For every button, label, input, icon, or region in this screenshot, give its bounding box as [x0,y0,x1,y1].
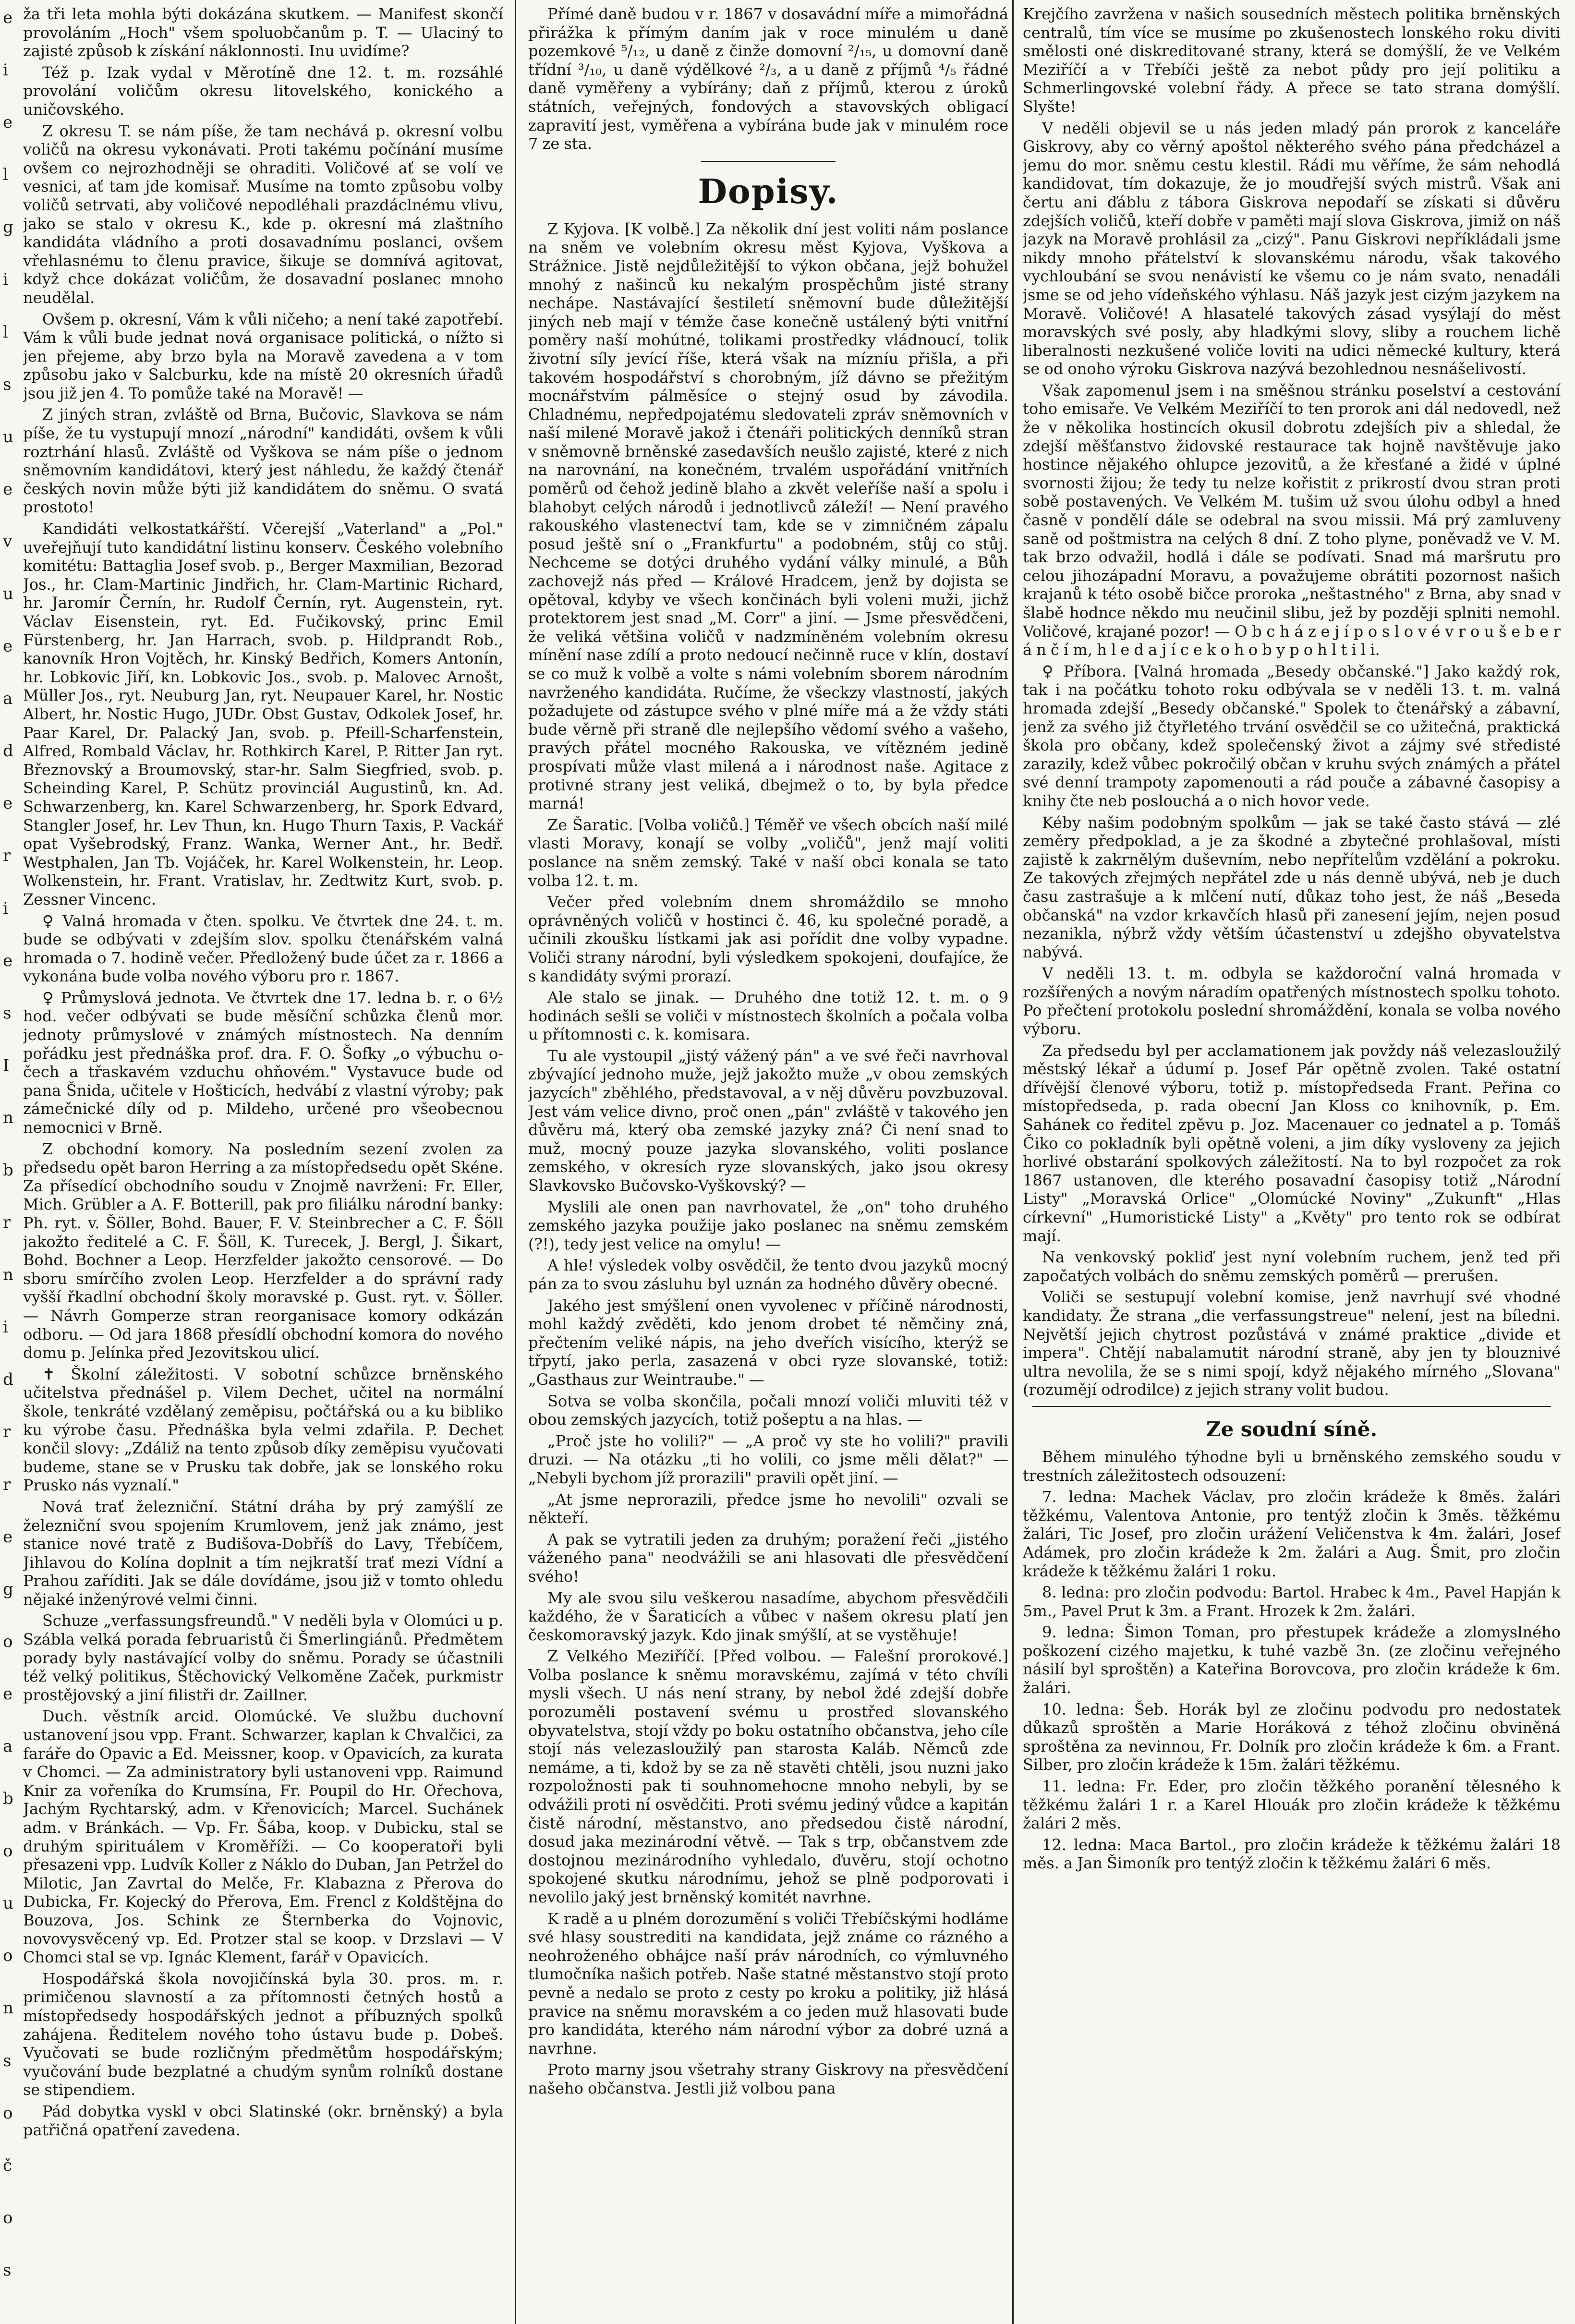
col2-p14: My ale svou silu veškerou nasadíme, abychom přesvědčili každého, že v Šaraticích a vůbec v našem okresu platí jen českomoravský jazyk. Kdo jinak smýšlí, at se vystěhuje! [528,1588,1008,1644]
col1-p13-hospodarska-skola: Hospodářská škola novojičínská byla 30. pros. m. r. primičenou slavností a za přítomnosti četných hostů a místopředsedy hospodářských jednot a příbuzných spolků zahájena. Ředitelem nového toho ústavu bude p. Dobeš. Vyučovati se bude rozličným předmětům hospodářským; vyučování bude bezplatné a chudým synům rolníků dostane se stipendiem. [23,1969,503,2099]
edge-char: r [3,1213,11,1233]
column-rule-1 [515,0,516,2324]
edge-char: n [3,1265,13,1285]
col1-p9-skolni: ✝ Školní záležitosti. V sobotní schůzce brněnského učitelstva přednášel p. Vilem Dechet, učitel na normální škole, tenkráté vzdělaný zeměpisu, počtářská ou a ku bibliko ku výrobe času. Přednáška byla velmi zdařila. P. Dechet končil slovy: „Zdáliž na tento způsob díky zeměpisu vyučovati budeme, stane se v Prusku tak dobře, jak se lonského roku Prusko nás vyznalí." [23,1365,503,1495]
edge-char: e [3,113,13,133]
col2-p6: Tu ale vystoupil „jistý vážený pán" a ve své řeči navrhoval zbývající jednoho muže, jejž jakožto muže „v obou zemských jazycích" zběhlého, představoval, a v něj důvěru povzbuzoval. Jest vám velice divno, proč onen „pán" zvláště v takového jen důvěru má, který oba zemské jazyky zná? Či není snad to muž, mocný pouze jazyka slovanského, voliti poslance zemského, v okresích ryze slovanských, jako jsou okresy Slavkovsko Bučovsko-Vyškovský? — [528,1046,1008,1195]
col1-p4: Z jiných stran, zvláště od Brna, Bučovic, Slavkova se nám píše, že tu vystupují mnozí „národní" kandidáti, ovšem k vůli roztrhání hlasů. Zvláště od Vyškova se nám píše o jednom sněmovním kandidátovi, který jest náhledu, že každý čtenář českých novin může býti již kandidátem do sněmu. O svatá prostoto! [23,405,503,517]
edge-char: o [3,2208,13,2227]
col2-prime-dane: Přímé daně budou v r. 1867 v dosavádní míře a mimořádná přirážka k přímým daním jak v roce minulém u daně pozemkové ⁵/₁₂, u daně z činže domovní ²/₁₅, u domovní daně třídní ³/₁₀, u daně výdělkové ²/₃, a u daně z příjmů ⁴/₅ řádné daně vyměřeny a vybírány; daň z příjmů, kterou z úroků státních, veřejných, fondových a stavovských obligací zapravití jest, vyměřena a vybírána bude jak v minulém roce 7 ze sta. [528,5,1008,153]
edge-char: l [3,322,8,342]
edge-char: n [3,1108,13,1127]
edge-char: s [3,2260,12,2280]
col1-p8-obchodni-komora: Z obchodní komory. Na posledním sezení zvolen za předsedu opět baron Herring a za místopředsedu opět Skéne. Za přísedící obchodního soudu v Znojmě navrženi: Fr. Eller, Mich. Grübler a A. F. Botterill, pak pro filiálku národní banky: Ph. ryt. v. Šöller, Bohd. Bauer, F. V. Steinbrecher a C. F. Šöll jakožto ředitelé a C. F. Šöll, K. Turecek, J. Bergl, J. Šikart, Bohd. Bochner a Leop. Herzfelder jakožto censorové. — Do sboru smírčího zvolen Leop. Herzfelder a do správní rady vyšší řkadlní obchodní školy moravské p. Gust. ryt. v. Šöller. — Návrh Gomperze stran reorganisace komory odkázán odboru. — Od jara 1868 přesídlí obchodní komora do nového domu p. Jelínka před Jezovitskou ulicí. [23,1139,503,1362]
edge-char: a [3,1737,13,1756]
column-rule-2 [1012,0,1014,2324]
col1-p5-kandidati: Kandidáti velkostatkářští. Včerejší „Vaterland" a „Pol." uveřejňují tuto kandidátní listinu konserv. Českého volebního komitétu: Battaglia Josef svob. p., Berger Maxmilian, Bezorad Jos., hr. Clam-Martinic Jindřich, hr. Clam-Martinic Richard, hr. Jaromír Černín, hr. Rudolf Černín, ryt. Augenstein, ryt. Václav Eisenstein, ryt. Ed. Fučikovský, princ Emil Fürstenberg, hr. Jan Harrach, svob. p. Hildprandt Rob., kanovník Hron Vojtěch, hr. Kinský Bedřich, Komers Antonín, hr. Lobkovic Jiří, kn. Lobkovic Jos., svob. p. Malovec Arnošt, Müller Jos., ryt. Neuburg Jan, ryt. Neupauer Karel, hr. Nostic Albert, hr. Nostic Hugo, JUDr. Obst Gustav, Odkolek Josef, hr. Paar Karel, Dr. Palacký Jan, svob. p. Pfeill-Scharfenstein, Alfred, Rombald Václav, hr. Rothkirch Karel, P. Ritter Jan ryt. Březnovský a Broumovský, star-hr. Salm Siegfried, svob. p. Scheinding Karel, P. Schütz provinciál Augustinů, kn. Ad. Schwarzenberg, kn. Karel Schwarzenberg, hr. Spork Edvard, Stangler Josef, hr. Lev Thun, kn. Hugo Thurn Taxis, P. Vackář opat Vyšebrodský, Franz. Wanka, Werner Ant., hr. Bedř. Westphalen, Jan Tb. Vojáček, hr. Karel Wolkenstein, hr. Leop. Wolkenstein, hr. Frant. Vratislav, hr. Zedtwitz Kurt, svob. p. Zessner Vincenc. [23,520,503,908]
col1-p11-schuze: Schuze „verfassungsfreundů." V neděli byla v Olomúci u p. Szábla velká porada februaristů či Šmerlingiánů. Předmětem porady byly nastávající volby do sněmu. Porady se účastnili též velký politikus, Štěchovický Velkoměne Začek, purkmistr prostějovský a jiní filistři dr. Zaillner. [23,1611,503,1704]
edge-char: e [3,479,13,499]
edge-char: e [3,951,13,970]
col3-p5: V neděli 13. t. m. odbyla se každoroční valná hromada v rozšířených a novým náradím opatřených místnostech spolku tohoto. Po přečtení protokolu poslední shromáždění, konala se volba nového výboru. [1023,964,1561,1039]
col2-p9: Jakého jest smýšlení onen vyvolenec v příčině národnosti, mohl každý zvěděti, kdo jenom drobet té němčiny zná, přečtením veliké nápis, na jeho dveřích visícího, kterýž se třpytí, jako perla, zasazená v obci ryze slovanské, totiž: „Gasthaus zur Weintraube." — [528,1296,1008,1389]
col1-p0: ža tři leta mohla býti dokázána skutkem. — Manifest skončí provoláním „Hoch" všem spoluobčanům p. T. — Ulaciný to zajisté způsob k získání náklonnosti. Inu uvidíme? [23,5,503,61]
col3-p7: Na venkovský pokliď jest nyní volebním ruchem, jenž ted při započatých volbách do sněmu zemských poměrů — prerušen. [1023,1248,1561,1285]
col3-p12: 8. ledna: pro zločin podvodu: Bartol. Hrabec k 4m., Pavel Hapján k 5m., Pavel Prut k 3m. a Frant. Hrozek k 2m. žalári. [1023,1583,1561,1620]
edge-char: I [3,1055,10,1075]
edge-char: o [3,1632,13,1651]
col1-p1: Též p. Izak vydal v Měrotíně dne 12. t. m. rozsáhlé provolání voličům okresu litovelského, konického a uničovského. [23,63,503,119]
col3-p11: 7. ledna: Machek Václav, pro zločin krádeže k 8měs. žalári těžkému, Valentova Antonie, pro tentýž zločin k 3měs. těžkému žalári, Tic Josef, pro zločin urážení Veličenstva k 4m. žalári, Josef Adámek, pro zločin krádeže k 2m. žalári a Aug. Šmit, pro zločin krádeže k těžkému žalári 1 roku. [1023,1488,1561,1580]
edge-char: u [3,427,13,447]
section-title-soudni-sin: Ze soudní síně. [1206,1417,1378,1441]
col2-p8: A hle! výsledek volby osvědčil, že tento dvou jazyků mocný pán za to svou zásluhu byl uznán za hodného důvěry obecné. [528,1256,1008,1293]
edge-char: e [3,1684,13,1704]
separator [701,161,836,162]
edge-char: s [3,1003,12,1023]
col3-p14: 10. ledna: Šeb. Horák byl ze zločinu podvodu pro nedostatek důkazů sproštěn a Marie Horáková z téhož zločinu obviněná sproštěna za nevinnou, Fr. Dolník pro zločin krádeže k 6m. a Frant. Silber, pro zločin krádeže k 15m. žalári těžkému. [1023,1700,1561,1774]
edge-char: s [3,375,12,394]
edge-char: l [3,165,8,185]
edge-char: r [3,1475,11,1494]
col1-p2: Z okresu T. se nám píše, že tam nechává p. okresní volbu voličů na okresu vykonávati. Proti takému počínání musíme ovšem co nejrozhodněji se ohraditi. Voličové ať se volí ve vesnici, ať tam jde komisař. Musíme na tomto způsobu volby voličů setrvati, aby voličové nepodléhali prazdáclnému vlivu, jako se stalo v okresu K., kde p. okresní má zlaštního kandidáta vládního a proti dosavadnímu poslanci, ovšem vřehlasnému to členu pravice, šikuje se domnívá agitovat, když chce dokázat voličům, že dosavadní poslanec mnoho neudělal. [23,121,503,307]
col3-p8: Voliči se sestupují volební komise, jenž navrhují své vhodné kandidaty. Že strana „die verfassungstreue" nelení, jest na bíledni. Největší jejich chytrost pozůstává v známé praktice „divide et impera". Chtějí nabalamutit národní straně, aby jen ty blouznivé ultra nevolila, že se s nimi spojí, když nějakého mírného „Slovana" (rozumějí odrodilce) z jejich strany volit budou. [1023,1288,1561,1399]
edge-char: i [3,898,8,918]
col2-p5: Ale stalo se jinak. — Druhého dne totiž 12. t. m. o 9 hodinách sešli se voliči v místnostech školních a počala volba u přítomnosti c. k. komisara. [528,988,1008,1044]
col2-p16: K radě a u plném dorozumění s voliči Třebíčskými hodláme své hlasy soustrediti na kandidata, jejž známe co rázného a neohroženého obhájce naší práv národních, co výmluvného tlumočníka našich potřeb. Naše statné městanstvo stojí proto pevně a nedalo se proto z cesty po kroku a politiky, již hlásá pravice na sněmu moravském a co jeden muž hlasovati bude pro kandidáta, kterého nám národní výbor za dobré uzná a navrhne. [528,1909,1008,2058]
edge-char: o [3,2103,13,2123]
edge-char: s [3,2051,12,2070]
col2-p4: Večer před volebním dnem shromáždilo se mnoho oprávněných voličů v hostinci č. 46, ku společné poradě, a učinili zkoušku lístkami jak asi pořídit dne volby vypadne. Voliči strany národní, byli výsledkem spokojeni, doufajíce, že s kandidáty svými prorazí. [528,893,1008,985]
col1-p7-prumyslova-jednota: ♀ Průmyslová jednota. Ve čtvrtek dne 17. ledna b. r. o 6½ hod. večer odbývati se bude měsíční schůzka členů mor. jednoty průmyslové v známých místnostech. Na denním pořádku jest přednáška prof. dra. F. O. Šofky „o výbuchu o-čech a třaskavém vzduchu ohňovém." Vystavuce bude od pana Šnida, učitele v Hošticích, hedvábí z vlastní výroby; pak zámečnické díly od p. Mildeho, určené pro všeobecnou nemocnici v Brně. [23,988,503,1137]
col2-p12: „At jsme neprorazili, předce jsme ho nevolili" ozvali se někteří. [528,1490,1008,1527]
edge-char: i [3,61,8,80]
edge-char: e [3,637,13,656]
col2-p10: Sotva se volba skončila, počali mnozí voliči mluviti též v obou zemských jazycích, totiž pošeptu a na hlas. — [528,1392,1008,1429]
edge-char: i [3,270,8,290]
edge-char: r [3,1422,11,1442]
edge-char: r [3,846,11,866]
edge-char: o [3,1841,13,1861]
edge-char: g [3,218,13,237]
edge-char: v [3,532,12,551]
col3-p4: Kéby našim podobným spolkům — jak se také často stává — zlé zeměry předpoklad, a je za škodné a zbytečné prohlašoval, místi zajistě k zakrnělým duševním, nebo nepřítelům vzdělání a pokroku. Ze takových zřejmých nepřátel zde u nás denně ubývá, neb je duch času zastrašuje a k mlčení nutí, důkaz toho jest, že náš „Beseda občanská" na vzdor krkavčích hlasů při zanesení jejím, nejen posud nezanikla, nýbrž vždy větším účastenství u zdejšho obyvatelstva nabývá. [1023,813,1561,961]
edge-char: u [3,584,13,604]
edge-char: d [3,1370,13,1390]
col2-p7: Myslili ale onen pan navrhovatel, že „on" toho druhého zemského jazyka použije jako poslanec na sněmu zemském (?!), tedy jest velice na omylu! — [528,1198,1008,1253]
edge-char: e [3,794,13,813]
col3-p10: Během minulého týhodne byli u brněnského zemského soudu v trestních záležitostech odsouzení: [1023,1447,1561,1485]
col2-p13: A pak se vytratili jeden za druhým; poražení řeči „jistého váženého pana" neodvážili se ani hlasovati dle přesvědčení svého! [528,1530,1008,1586]
edge-char: e [3,8,13,27]
col3-p1: V neděli objevil se u nás jeden mladý pán prorok z kanceláře Giskrovy, aby co věrný apoštol některého svého pána předcházel a jemu do mor. sněmu cestu klestil. Rádi mu věříme, že sám nehodlá kandidovat, tím dokazuje, že jo moudřejší svých mistrů. Však ani čertu ani ďáblu z tábora Giskrova nepodaří se získati si důvěru zdejších voličů, kteří dobře v paměti mají slova Giskrova, jimiž on náš jazyk na Moravě prohlásil za „cizý". Panu Giskrovi nepříkládali jsme nikdy mnoho přátelství k slovanskému národu, však takového vychloubání se svou nenávistí ke všemu co je nám svato, nenadáli jsme se od jeho vídeňského výhlasu. Náš jazyk jest cizým jazykem na Moravě. Voličové! A hlasatelé takových zásad vysýlají do měst moravských své posly, aby hladkými slovy, sliby a rouchem lichě liberalnosti nezkušené voliče loviti na udici německé kultury, která se od onoho výroku Giskrova nazývá bezohlednou nesnášelivostí. [1023,119,1561,378]
col2-ze-saratic: Ze Šaratic. [Volba voličů.] Téměř ve všech obcích naší milé vlasti Moravy, konají se volby „voličů", jenž mají voliti poslance na sněm zemský. Také v naší obci konala se tato volba 12. t. m. [528,815,1008,890]
col3-p2: Však zapomenul jsem i na směšnou stránku poselství a cestování toho emisaře. Ve Velkém Meziříčí to ten prorok ani dál nedovedl, než že v několika hostincích okusil dobrotu zdejších piv a shledal, že zdejší měšťanstvo židovské restaurace tak hojně navštěvuje jako hostince nějakého ohlupce jezovitů, a že křesťané a židé v úplné svornosti žijou; že tedy tu nelze kořistit z prikrostí dvou stran proti sobě postavených. Ve Velkém M. tušim už svou úlohu odbyl a hned časně v pondělí dále se odebral na svou missii. Má prý zamluveny saně od poštmistra na celých 8 dní. Z toho plyne, poněvadž ve V. M. tak brzo odvažil, hodlá i dále se podívati. Snad má maršrutu pro celou jihozápadní Moravu, a považujeme obrátiti pozornost našich krajanů k této osobě bičce proroka „neštastného" z Brna, aby snad v šlabě hodnce někdo mu neučinil slibu, jež by později splniti nemohl. Voličové, krajané pozor! — O b c h á z e j í p o s l o v é v r o u š e b e r á n č í m, h l e d a j í c e k o h o b y p o h l t i l i. [1023,381,1561,659]
edge-char: a [3,689,13,709]
col1-p10-zeleznice: Nová trať železniční. Státní dráha by prý zamýšlí ze železniční svou spojením Krumlovem, jenž jak známo, jest stanice nové tratě z Budišova-Dobříš do Lavy, Třebíčem, Jihlavou do Kolína doplnit a tím nejkratší trať mezi Vídní a Prahou zaříditi. Jak se dále dovídáme, jsou již v tomto ohledu nějaké inženýrové velmi činni. [23,1497,503,1609]
column-1 [23,5,503,2317]
left-edge-fragment [0,0,19,2324]
col2-p11: „Proč jste ho volili?" — „A proč vy ste ho volili?" pravili druzi. — Na otázku „ti ho volili, co jsme měli dělat?" — „Nebyli bychom jíž prorazili" pravili opět jiní. — [528,1431,1008,1487]
col3-z-pribora: ♀ Příbora. [Valná hromada „Besedy občanské."] Jako každý rok, tak i na počátku tohoto roku odbývala se v neděli 13. t. m. valná hromada zdejší „Besedy občanské." Spolek to čtenářský a zábavní, jenž za svého již čtyřletého trvání osvědčil se co užitečná, praktická škola pro občany, kdež společenský život a zájmy své středisté zarazily, kdež vůbec pokročilý občan v kruhu svých známých a přátel své denní trampoty zapomenouti a rád pouče a zábavné časopisy a knihy čte neb poslouchá a o nich hovor vede. [1023,662,1561,810]
edge-char: e [3,1527,13,1547]
separator [1032,1406,1551,1407]
column-2 [528,5,1008,2317]
col2-p17: Proto marny jsou všetrahy strany Giskrovy na přesvědčení našeho občanstva. Jestli již volbou pana [528,2060,1008,2097]
col1-p12-vestnik: Duch. věstník arcid. Olomúcké. Ve službu duchovní ustanovení jsou vpp. Frant. Schwarzer, kaplan k Chvalčici, za faráře do Opavic a Ed. Meissner, koop. v Opavicích, za kurata v Chomci. — Za administratory byli ustanoveni vpp. Raimund Knir za vořeníka do Krumsína, Fr. Poupil do Hr. Ořechova, Jachým Rychtarský, adm. v Křenovicích; Marcel. Suchánek adm. v Bránkách. — Vp. Fr. Šába, koop. v Dubicku, stal se druhým spirituálem v Kroměříži. — Co kooperatoři byli přesazeni vpp. Ludvík Koller z Náklo do Duban, Jan Petržel do Milotic, Jan Zavrtal do Melče, Fr. Klabazna z Přerova do Dubicka, Fr. Kojecký do Přerova, Em. Frencl z Koldštějna do Bouzova, Jos. Schink ze Šternberka do Vojnovic, novovysvěcený vp. Ed. Protzer stal se koop. v Drzslavi — V Chomci stal se vp. Ignác Klement, farář v Opavicích. [23,1707,503,1967]
col1-p14-pad-dobytka: Pád dobytka vyskl v obci Slatinské (okr. brněnský) a byla patřičná opatření zavedena. [23,2102,503,2139]
edge-char: u [3,1894,13,1913]
column-3 [1023,5,1561,2317]
edge-char: č [3,2155,12,2175]
col2-z-velkeho-mezirici: Z Velkého Meziříčí. [Před volbou. — Falešní prorokové.] Volba poslance k sněmu moravskému, zajímá v této chvíli mysli všech. U nás není strany, by nebol ždé zdejší dobře porozuměli postavení svému u prostřed slovanského obyvatelstva, stojí vždy po boku ostatního občanstva, jeho cíle stojí nás velezasloužilý pan starosta Kaláb. Němců zde nemáme, a ti, kdož by se za ně stavěti chtěli, jsou nuzni jako rozpoložnosti pak ti souhnomehocne mnoho nebyli, by se odvážili proti ní osvědčiti. Proti svému jediný vůdce a kapitán čistě národní, městanstvo, ano předsedou čistě národní, dosud jaka mezinárodní větvě. — Tak s trp, občanstvem zde dostojnou mezinárodního vyhledalo, ďuvěru, stojí ochotno spokojené skutku národnímu, jehož se plně podporovati i nevolilo jaký jest brněnský komitét navrhne. [528,1647,1008,1906]
section-title-dopisy: Dopisy. [698,171,839,211]
col3-p6: Za předsedu byl per acclamationem jak povždy náš velezasloužilý městský lékař a údumí p. Josef Pár opětně zvolen. Také ostatní dřívější členové výboru, totiž p. místopředseda Frant. Peřina co místopředseda, p. rada obecní Jan Kloss co knihovník, p. Em. Sahánek co ředitel zpěvu p. Joz. Macenauer co jednatel a p. Tomáš Čiko co pokladník byli opětně voleni, a jim díky vysloveny za jejich horlivé obstarání spolkových záležitostí. Na to byl rozpočet za rok 1867 ustanoven, dle kterého posavadní časopisy totiž „Národní Listy" „Moravská Orlice" „Olomúcké Noviny" „Zukunft" „Hlas církevní" „Humoristické Listy" a „Květy" pro tento rok se odbírat mají. [1023,1041,1561,1245]
col1-p6-valna-hromada: ♀ Valná hromada v čten. spolku. Ve čtvrtek dne 24. t. m. bude se odbývati v zdejším slov. spolku čtenářském valná hromada o 7. hodině večer. Předložený bude účet za r. 1866 a vykonána bude volba nového výboru pro r. 1867. [23,911,503,986]
edge-char: i [3,1318,8,1337]
col3-p15: 11. ledna: Fr. Eder, pro zločin těžkého poranění tělesného k těžkému žalári 1 r. a Karel Hlouák pro zločin krádeže k těžkému žalári 2 měs. [1023,1777,1561,1833]
edge-char: n [3,1998,13,2018]
col3-p16: 12. ledna: Maca Bartol., pro zločin krádeže k těžkému žalári 18 měs. a Jan Šimoník pro tentýž zločin k těžkému žalári 6 měs. [1023,1835,1561,1873]
edge-char: b [3,1161,13,1180]
col3-p13: 9. ledna: Šimon Toman, pro přestupek krádeže a zlomyslného poškození cizého majetku, k tuhé vazbě 3n. (ze zločinu veřejného násilí byl sproštěn) a Kateřina Borovcova, pro zločin krádeže k 6m. žalári. [1023,1623,1561,1697]
col3-p0: Krejčího zavržena v našich sousedních městech politika brněnských centralů, tím více se musíme po zkušenostech lonského roku diviti smělosti oné diskreditované strany, která se domýšlí, že ve Velkém Meziříčí a v Třebíči ještě za nebot půdy pro její politiku a Schmerlingovské volební řády. A přece se tato strana domýšlí. Slyšte! [1023,5,1561,116]
col1-p3: Ovšem p. okresní, Vám k vůli ničeho; a není také zapotřebí. Vám k vůli bude jednat nová organisace politická, o nížto si jen přejeme, aby brzo byla na Moravě zavedena a v tom způsobu jako v Salcburku, kde na místě 20 okresních úřadů jsou již jen 4. To pomůže také na Moravě! — [23,310,503,402]
edge-char: b [3,1789,13,1809]
col2-z-kyjova: Z Kyjova. [K volbě.] Za několik dní jest voliti nám poslance na sněm ve volebním okresu měst Kyjova, Vyškova a Strážnice. Jistě nejdůležitější to výkon občana, jejž bohužel mnohý z našinců ku nekalým prospěchům jisté strany nechápe. Nastávající šestiletí sněmovní bude důležitější jiných neb mají v témže čase konečně ustálený býti vnitřní poměry naší mohútné, tolikami prostředky vládnoucí, tolik životní síly jevící říše, která však na mízníu přišla, a při takovém hospodářství s chorobným, jíž dávno se přežitým mocnářstvím pálměsíce o stejný osud by závodila. Chladnému, nepředpojatému sledovateli zpráv sněmovních v naší milené Moravě jakož i čtenáři politických denníků stran v sněmovně brněnské zasedavších neušlo zajisté, které z nich na narovnání, na konečném, trvalém uspořádání vnitřních poměrů od čehož jedině blaho a zkvět veleříše naší a spolu i blahobyt celých národů i jednotlivců záleží! — Není pravého rakouského vlastenectví tam, kde se v zimničném zápalu posud ještě sní o „Frankfurtu" a podobném, stůj co stůj. Nechceme se dotýci druhého vydání války minulé, a Bůh zachovejž nás před — Králové Hradcem, jenž by dojista se opětoval, kdyby ve všech končinách byli voleni muži, jichž protektorem jest snad „M. Corr" a jiní. — Jsme přesvědčeni, že veliká většina voličů v nadzmíněném volebním okresu mínění nase zdílí a proto nedoucí nečinně ruce v klín, dostaví se co muž k volbě a volte s námi volebním sborem národním navrženého kandidáta. Ručíme, že všeckzy vlastností, jakých požadujete od zástupce svého v plné míře má a že vždy státi bude věrně při straně dle nejlepšího vědomí svého a vašeho, pravých přátel mocného Rakouska, ve vítězném jedině prospívati může vlast milená a i národnost naše. Agitace z protivné strany jest veliká, dbejmež o to, by byla předce marná! [528,219,1008,813]
edge-char: g [3,1579,13,1599]
edge-char: d [3,741,13,761]
edge-char: o [3,1946,13,1966]
